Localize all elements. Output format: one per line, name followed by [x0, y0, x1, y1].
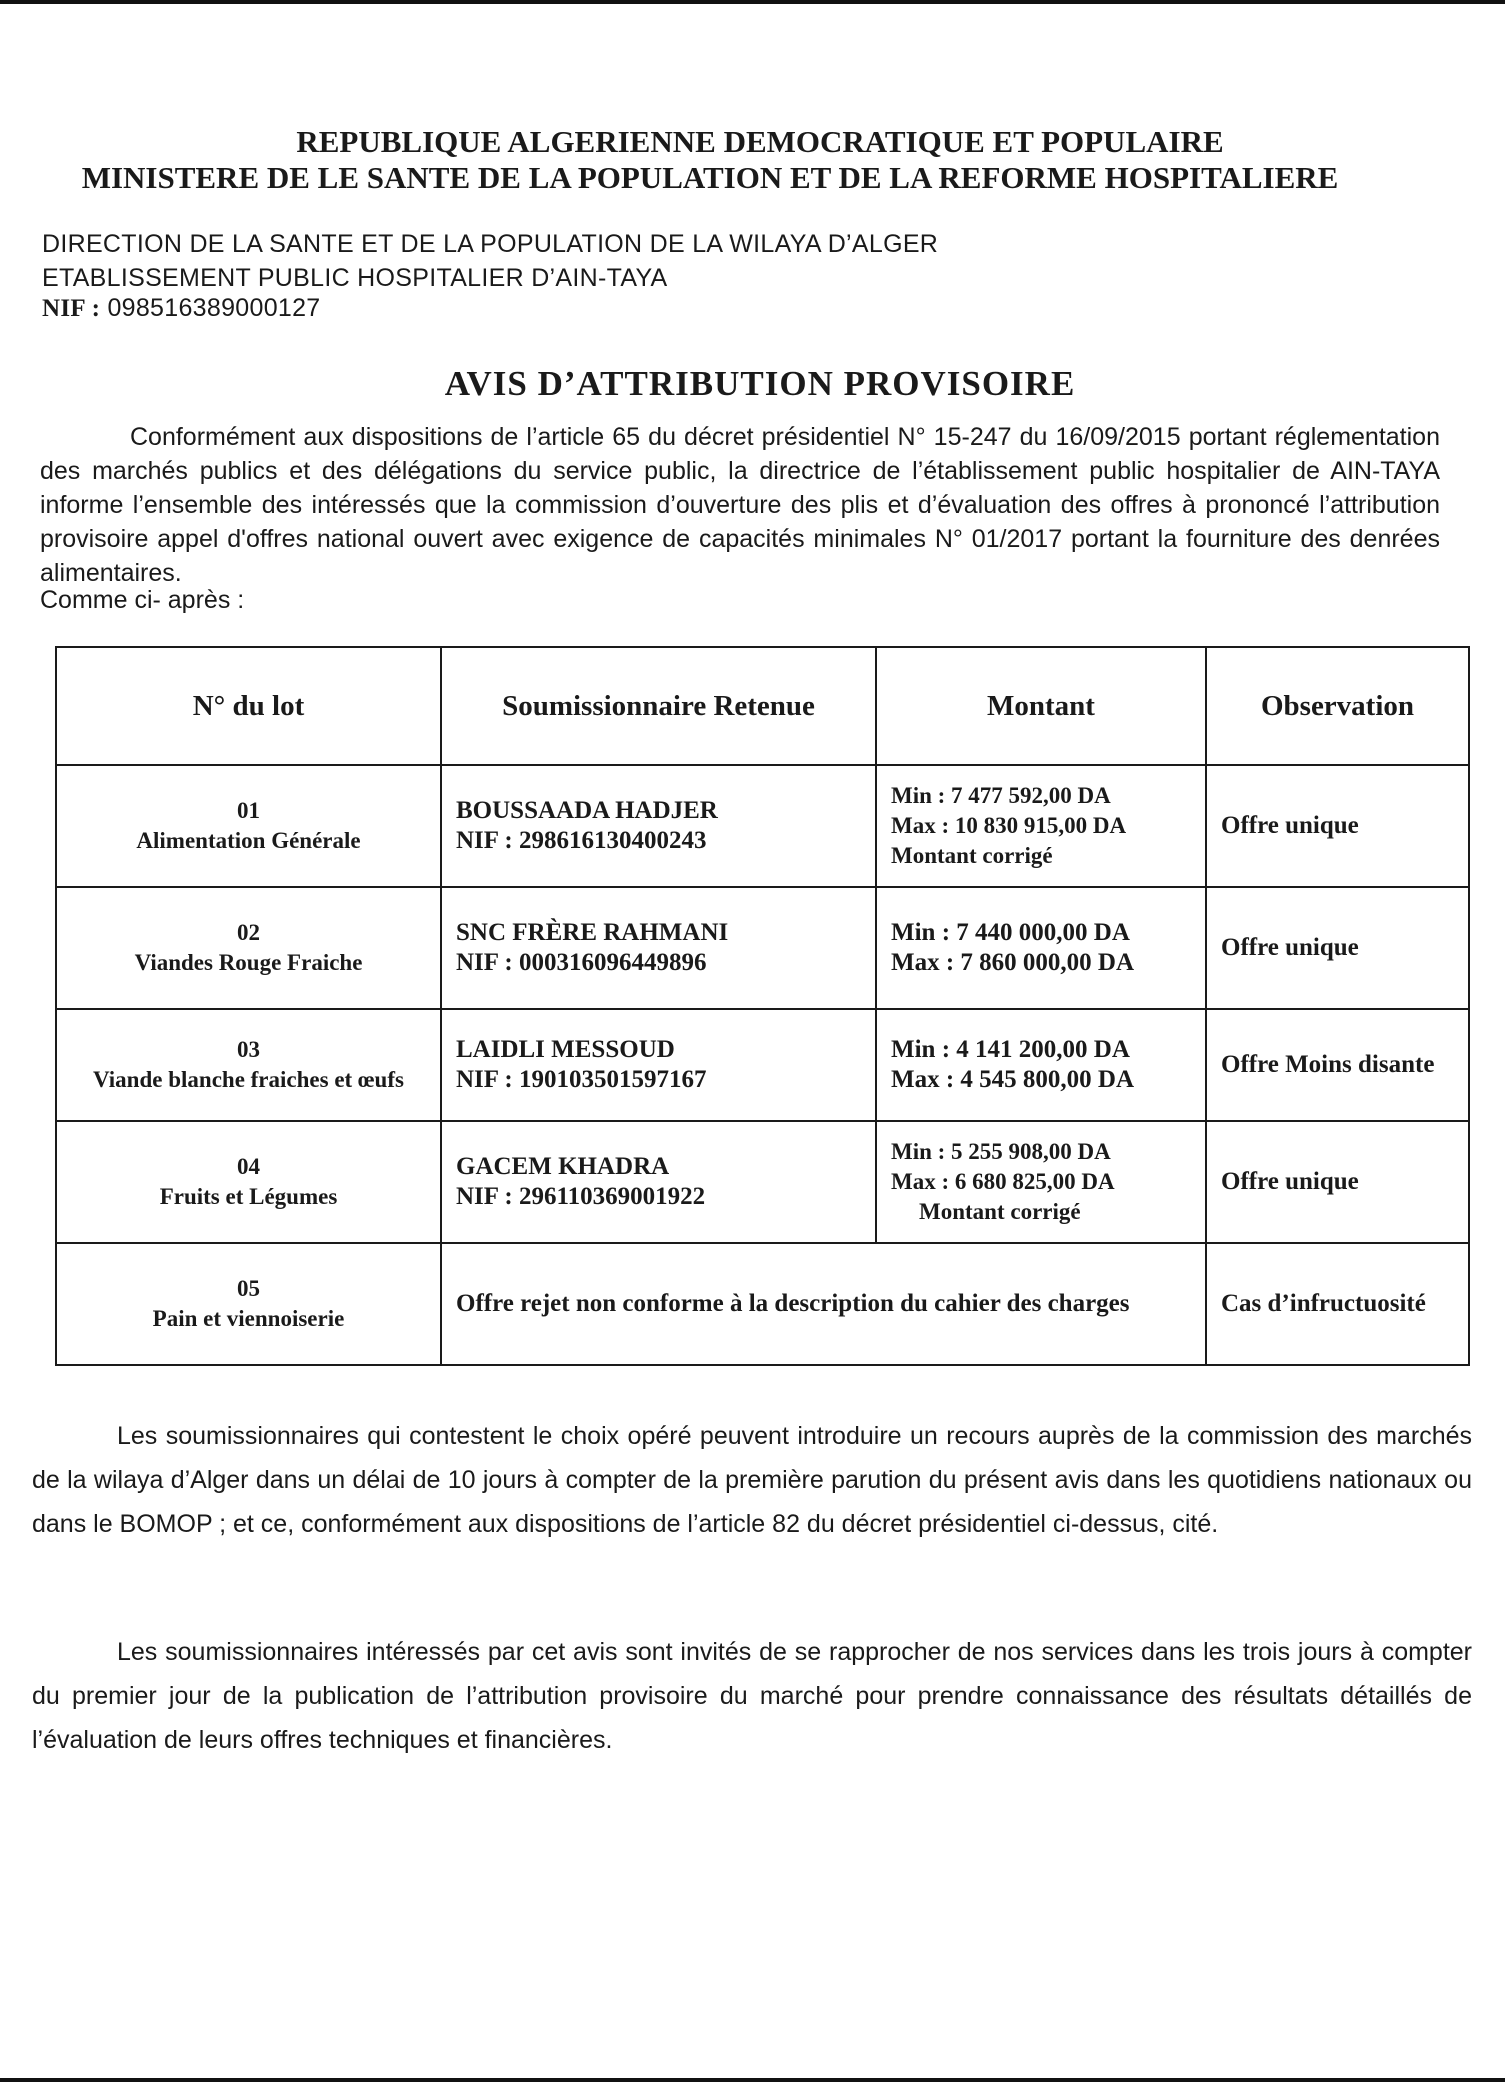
table-header-row [56, 647, 1469, 765]
amount-min: Min : 5 255 908,00 DA [891, 1139, 1111, 1164]
observation-cell: Cas d’infructuosité [1206, 1243, 1469, 1365]
amount-cell [876, 1009, 1206, 1121]
lot-number: 03 [237, 1037, 260, 1062]
header-amount: Montant [876, 647, 1206, 765]
amount-max: Max : 10 830 915,00 DA [891, 813, 1127, 838]
establishment-nif [42, 294, 321, 323]
amount-min: Min : 4 141 200,00 DA [891, 1036, 1130, 1063]
lot-name: Viandes Rouge Fraiche [134, 950, 363, 975]
bidder-cell [441, 887, 876, 1009]
nif-value: 098516389000127 [100, 294, 321, 322]
bidder-cell [441, 1121, 876, 1243]
ministry-header: MINISTERE DE LE SANTE DE LA POPULATION ET DE LA REFORME HOSPITALIERE [81, 160, 1339, 195]
table-row [56, 1243, 1469, 1365]
lot-cell [56, 1121, 441, 1243]
direction-line: DIRECTION DE LA SANTE ET DE LA POPULATION DE LA WILAYA D’ALGER [42, 230, 939, 258]
lot-cell [56, 765, 441, 887]
republic-header: REPUBLIQUE ALGERIENNE DEMOCRATIQUE ET POPULAIRE [296, 124, 1224, 159]
amount-note: Montant corrigé [891, 843, 1053, 868]
lot-number: 01 [237, 798, 260, 823]
bidder-nif: NIF : 000316096449896 [456, 949, 707, 976]
lot-number: 02 [237, 920, 260, 945]
establishment-line: ETABLISSEMENT PUBLIC HOSPITALIER D’AIN-TAYA [42, 264, 668, 292]
bidder-nif: NIF : 296110369001922 [456, 1183, 706, 1210]
amount-note: Montant corrigé [919, 1199, 1081, 1224]
bidder-nif: NIF : 190103501597167 [456, 1066, 707, 1093]
observation-cell: Offre Moins disante [1206, 1009, 1469, 1121]
nif-label: NIF : [42, 295, 101, 322]
amount-max: Max : 4 545 800,00 DA [891, 1066, 1135, 1093]
amount-max: Max : 7 860 000,00 DA [891, 949, 1135, 976]
table-row [56, 887, 1469, 1009]
award-table [55, 646, 1470, 1366]
observation-cell: Offre unique [1206, 765, 1469, 887]
comme-ci-apres: Comme ci- après : [40, 586, 245, 614]
table-row [56, 765, 1469, 887]
table-row [56, 1009, 1469, 1121]
intro-paragraph: Conformément aux dispositions de l’article 65 du décret présidentiel N° 15-247 du 16/09/2015 portant réglementation des marchés publics et des délégations du service public, la directrice de l’établissement public hospitalier de AIN-TAYA informe l’ensemble des intéressés que la commission d’ouverture des plis et d’évaluation des offres à prononcé l’attribution provisoire appel d'offres national ouvert avec exigence de capacités minimales N° 01/2017 portant la fourniture des denrées alimentaires. [40, 423, 1440, 587]
amount-min: Min : 7 440 000,00 DA [891, 919, 1130, 946]
amount-max: Max : 6 680 825,00 DA [891, 1169, 1115, 1194]
lot-cell [56, 887, 441, 1009]
observation-cell: Offre unique [1206, 1121, 1469, 1243]
lot-name: Viande blanche fraiches et œufs [93, 1067, 404, 1092]
lot-cell [56, 1243, 441, 1365]
scan-edge-bottom [0, 2078, 1505, 2082]
table-row [56, 1121, 1469, 1243]
lot-number: 04 [237, 1154, 260, 1179]
header-observation: Observation [1206, 647, 1469, 765]
bidder-name: GACEM KHADRA [456, 1153, 670, 1180]
bidder-nif: NIF : 298616130400243 [456, 827, 707, 854]
lot-cell [56, 1009, 441, 1121]
amount-cell [876, 765, 1206, 887]
bidder-cell [441, 765, 876, 887]
bidder-name: LAIDLI MESSOUD [456, 1036, 675, 1063]
notice-title: AVIS D’ATTRIBUTION PROVISOIRE [444, 364, 1076, 403]
observation-cell: Offre unique [1206, 887, 1469, 1009]
bidder-cell [441, 1009, 876, 1121]
bidder-name: BOUSSAADA HADJER [456, 797, 718, 824]
lot-number: 05 [237, 1276, 260, 1301]
amount-cell [876, 1121, 1206, 1243]
lot-name: Pain et viennoiserie [152, 1306, 345, 1331]
bidder-name: SNC FRÈRE RAHMANI [456, 919, 729, 946]
header-lot: N° du lot [56, 647, 441, 765]
amount-min: Min : 7 477 592,00 DA [891, 783, 1111, 808]
consultation-paragraph: Les soumissionnaires intéressés par cet avis sont invités de se rapprocher de nos services dans les trois jours à compter du premier jour de la publication de l’attribution provisoire du marché pour prendre connaissance des résultats détaillés de l’évaluation de leurs offres techniques et financières. [32, 1638, 1472, 1754]
scan-edge-top [0, 0, 1505, 4]
lot-name: Alimentation Générale [136, 828, 361, 853]
lot-name: Fruits et Légumes [159, 1184, 338, 1209]
appeal-paragraph: Les soumissionnaires qui contestent le choix opéré peuvent introduire un recours auprès de la commission des marchés de la wilaya d’Alger dans un délai de 10 jours à compter de la première parution du présent avis dans les quotidiens nationaux ou dans le BOMOP ; et ce, conformément aux dispositions de l’article 82 du décret présidentiel ci-dessus, cité. [32, 1422, 1472, 1538]
rejection-cell: Offre rejet non conforme à la description du cahier des charges [441, 1243, 1206, 1365]
header-bidder: Soumissionnaire Retenue [441, 647, 876, 765]
amount-cell [876, 887, 1206, 1009]
